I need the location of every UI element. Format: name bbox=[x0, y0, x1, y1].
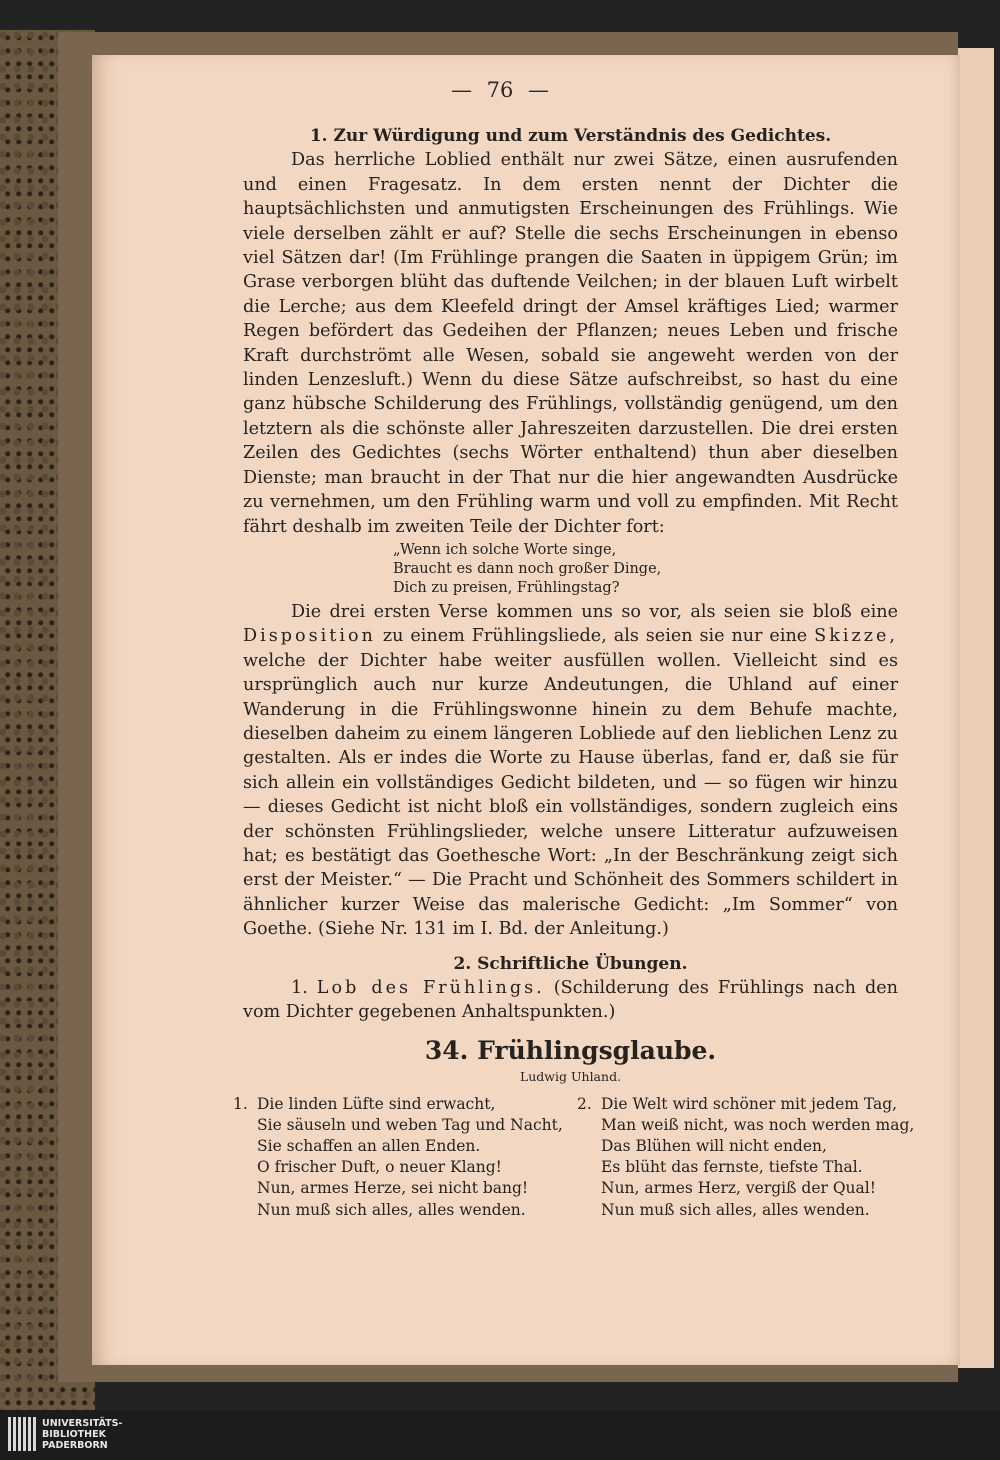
logo-line: PADERBORN bbox=[42, 1439, 108, 1451]
section-title-2: 2. Schriftliche Übungen. bbox=[453, 953, 688, 974]
poem-line: Nun, armes Herz, vergiß der Qual! bbox=[601, 1179, 876, 1198]
poem-line: Die linden Lüfte sind erwacht, bbox=[257, 1094, 496, 1113]
page-number: — 76 — bbox=[450, 78, 550, 102]
section-title-1: 1. Zur Würdigung und zum Verständnis des Gedichtes. bbox=[309, 126, 832, 146]
logo-bars-icon bbox=[8, 1417, 36, 1451]
poem-line: Nun, armes Herze, sei nicht bang! bbox=[257, 1179, 529, 1198]
poem-line: O frischer Duft, o neuer Klang! bbox=[257, 1158, 502, 1177]
poem-line: Es blüht das fernste, tiefste Thal. bbox=[601, 1158, 863, 1177]
spaced-word: Skizze, bbox=[814, 626, 899, 647]
poem-line: Nun muß sich alles, alles wenden. bbox=[601, 1200, 870, 1219]
quoted-verse bbox=[393, 541, 898, 598]
exercise-item: 1. Lob des Frühlings. (Schilderung des Frühlings nach den vom Dichter gegebenen Anhaltspunkten.) bbox=[243, 978, 898, 1023]
stanza-2: 2. Die Welt wird schöner mit jedem Tag, Man weiß nicht, was noch werden mag, Das Blühen will nicht enden, Es blüht das fernste, tiefste Thal. Nun, armes Herz, vergiß der Qual! Nun muß sich alles, alles wenden. bbox=[579, 1094, 914, 1221]
poem-line: Nun muß sich alles, alles wenden. bbox=[257, 1200, 526, 1219]
poem-line: Das Blühen will nicht enden, bbox=[601, 1137, 827, 1156]
poem-line: Die Welt wird schöner mit jedem Tag, bbox=[601, 1094, 898, 1113]
poem-stanzas bbox=[233, 1094, 915, 1234]
paragraph-2: Die drei ersten Verse kommen uns so vor, als seien sie bloß eine Disposition zu einem Frühlingsliede, als seien sie nur eine Skizze, welche der Dichter habe weiter ausfüllen wollen. Vielleicht sind es ursprünglich auch nur kurze Andeutungen, die Uhland auf einer Wanderung in die Frühlingswonne hinein zu dem Behufe machte, dieselben daheim zu einem längeren Lobliede auf den lieblichen Lenz zu gestalten. Als er indes die Worte zu Hause überlas, fand er, daß sie für sich allein ein vollständiges Gedicht bildeten, und — so fügen wir hinzu — dieses Gedicht ist nicht bloß ein vollständiges, sondern zugleich eins der schönsten Frühlingslieder, welche unsere Litteratur aufzuweisen hat; es bestätigt das Goethesche Wort: „In der Beschränkung zeigt sich erst der Meister.“ — Die Pracht und Schönheit des Sommers schildert in ähnlicher kurzer Weise das malerische Gedicht: „Im Sommer“ von Goethe. (Siehe Nr. 131 im I. Bd. der Anleitung.) bbox=[243, 601, 899, 940]
page-edge bbox=[958, 48, 994, 1368]
main-text bbox=[233, 124, 915, 1234]
paragraph-1: Das herrliche Loblied enthält nur zwei Sätze, einen ausrufenden und einen Fragesatz. In dem ersten nennt der Dichter die hauptsächlichsten und anmutigsten Erscheinungen des Frühlings. Wie viele derselben zählt er auf? Stelle die sechs Erscheinungen in ebenso viel Sätzen dar! (Im Frühlinge prangen die Saaten in üppigem Grün; im Grase verborgen blüht das duftende Veilchen; in der blauen Luft wirbelt die Lerche; aus dem Kleefeld dringt der Amsel kräftiges Lied; warmer Regen befördert das Gedeihen der Pflanzen; neues Leben und frische Kraft durchströmt alle Wesen, sobald sie angeweht werden von der linden Lenzesluft.) Wenn du diese Sätze aufschreibst, so hast du eine ganz hübsche Schilderung des Frühlings, vollständig genügend, um den letztern als die schönste aller Jahreszeiten darzustellen. Die drei ersten Zeilen des Gedichtes (sechs Wörter enthaltend) thun aber dieselben Dienste; man braucht in der That nur die hier angewandten Ausdrücke zu vernehmen, um den Frühling warm und voll zu empfinden. Mit Recht fährt deshalb im zweiten Teile der Dichter fort: bbox=[243, 150, 898, 537]
spaced-word: Disposition bbox=[243, 626, 376, 647]
poem-author: Ludwig Uhland. bbox=[519, 1069, 622, 1085]
logo-line: UNIVERSITÄTS- bbox=[42, 1417, 123, 1429]
stanza-1: 1. Die linden Lüfte sind erwacht, Sie säuseln und weben Tag und Nacht, Sie schaffen an allen Enden. O frischer Duft, o neuer Klang! Nun, armes Herze, sei nicht bang! Nun muß sich alles, alles wenden. bbox=[235, 1094, 563, 1221]
poem-line: Sie säuseln und weben Tag und Nacht, bbox=[257, 1115, 563, 1134]
library-logo bbox=[8, 1414, 122, 1454]
poem-line: Sie schaffen an allen Enden. bbox=[257, 1137, 481, 1156]
verse-line: „Wenn ich solche Worte singe, bbox=[393, 541, 617, 558]
logo-line: BIBLIOTHEK bbox=[42, 1428, 106, 1440]
spaced-word: Lob des Frühlings. bbox=[316, 978, 545, 998]
poem-line: Man weiß nicht, was noch werden mag, bbox=[601, 1115, 915, 1134]
verse-line: Braucht es dann noch großer Dinge, bbox=[393, 560, 662, 577]
poem-title: 34. Frühlingsglaube. bbox=[424, 1035, 717, 1065]
verse-line: Dich zu preisen, Frühlingstag? bbox=[393, 579, 620, 596]
